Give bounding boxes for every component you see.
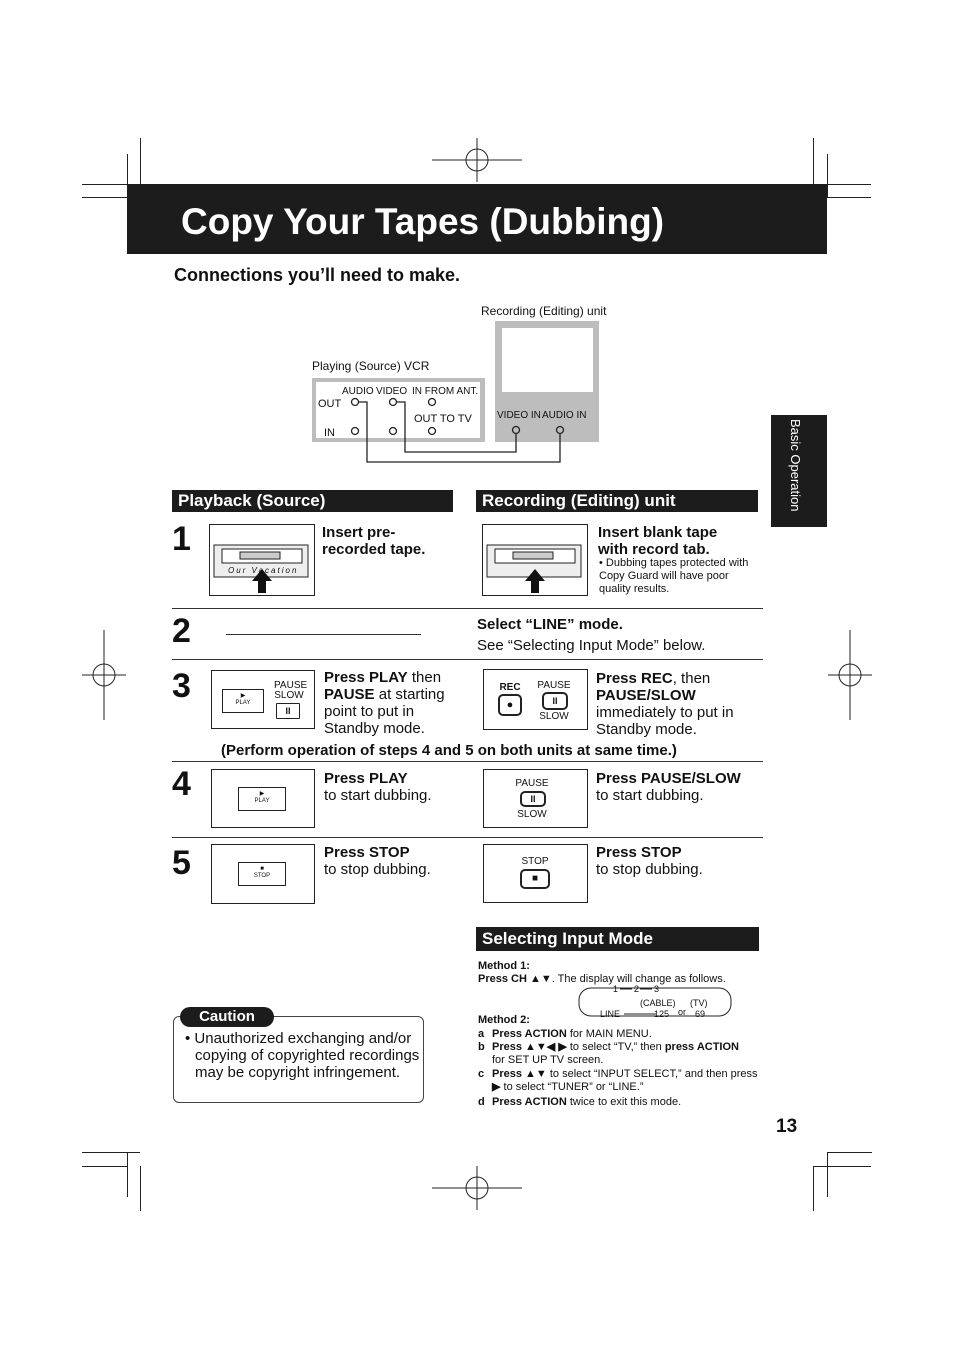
recorder-pause-illustration [483,769,588,828]
rec-label: REC [499,682,521,693]
c-rest1: to select “INPUT SELECT,” and then press [546,1068,758,1080]
pause-button-icon: II [276,703,300,719]
pause-button-icon: II [520,791,546,807]
pause-label: PAUSE [537,680,571,691]
pause-label: PAUSE [515,778,549,789]
step3-note: (Perform operation of steps 4 and 5 on both units at same time.) [221,742,677,759]
a-bold: Press ACTION [492,1028,567,1040]
b-rest2: for SET UP TV screen. [492,1054,604,1066]
divider [172,659,763,660]
stop-label: STOP [521,856,549,867]
step5-left-title: Press STOP [324,844,410,861]
playback-column-header: Playback (Source) [172,490,453,512]
b-bold1: Press ▲▼◀ ▶ [492,1041,567,1053]
slow-label: SLOW [539,711,569,722]
stop-button-icon [238,862,286,886]
step-number: 2 [172,612,191,650]
stop-label: STOP [253,873,271,879]
c-rest2: to select “TUNER” or “LINE.” [500,1081,644,1093]
seq-2: 2 [634,984,640,994]
play-button-icon [238,787,286,811]
step3-left-text2: at starting point to put in Standby mode. [324,686,445,737]
step4-right-text: to start dubbing. [596,787,704,804]
step-number: 4 [172,765,191,803]
slow-label: SLOW [517,809,547,820]
b-bold2: press ACTION [664,1041,739,1053]
input-mode-header: Selecting Input Mode [476,927,759,951]
step1-right-title: Insert blank tape with record tab. [598,524,718,558]
d-bold: Press ACTION [492,1096,567,1108]
pause-label: PAUSE [274,680,308,691]
step-letter: b [478,1041,485,1053]
recording-column-header: Recording (Editing) unit [476,490,758,512]
step1-note-text: Dubbing tapes protected with Copy Guard will have poor quality results. [599,557,749,595]
page-title: Copy Your Tapes (Dubbing) [181,201,665,242]
method2-step-d [492,1096,762,1109]
caution-text: • Unauthorized exchanging and/or copying of copyrighted recordings may be copyright infringement. [185,1030,420,1081]
seq-or: or [678,1007,687,1017]
divider [172,837,763,838]
blank-line [226,634,421,635]
tv-video-in-label: VIDEO IN [497,410,541,421]
step-letter: a [478,1028,485,1040]
remote-stop-illustration [211,844,315,904]
remote-play-illustration [211,769,315,828]
recording-unit-label: Recording (Editing) unit [481,304,607,318]
step4-left-title: Press PLAY [324,770,408,787]
method2-step-b [492,1041,754,1067]
seq-line: LINE [600,1009,621,1019]
step4-left-text: to start dubbing. [324,787,432,804]
divider [172,608,763,609]
step3-left-bold2: PAUSE [324,686,375,703]
seq-69: 69 [695,1009,706,1019]
seq-3: 3 [654,984,660,994]
step2-right-text: See “Selecting Input Mode” below. [477,637,706,654]
vcr-out-label: OUT [318,398,342,410]
step3-left-text1: then [407,669,442,686]
play-symbol: ▶ [259,791,265,797]
seq-tv: (TV) [690,998,708,1008]
recorder-illustration [483,525,587,595]
section-subtitle: Connections you’ll need to make. [174,265,461,285]
tv-audio-in-label: AUDIO IN [542,410,587,421]
slow-label: SLOW [274,690,304,701]
method2-step-a [492,1028,762,1041]
playing-vcr-label: Playing (Source) VCR [312,359,430,373]
vcr-audio-label: AUDIO [342,386,374,397]
right-arrow-icon: ▶ [492,1081,501,1093]
play-label: PLAY [254,798,270,804]
side-tab-label: Basic Operation [788,419,803,512]
vcr-illustration [210,525,314,595]
step2-right-title: Select “LINE” mode. [477,616,623,633]
method2-label: Method 2: [478,1014,530,1026]
step3-right-bold1: Press REC [596,670,673,687]
step3-left-bold1: Press PLAY [324,669,408,686]
a-rest: for MAIN MENU. [566,1028,652,1040]
play-label: PLAY [235,700,251,706]
step3-right-text [596,670,756,738]
seq-1: 1 [613,984,619,994]
step5-right-title: Press STOP [596,844,682,861]
recorder-insert-illustration [482,524,588,596]
divider [172,761,763,762]
method1-bold: Press CH ▲▼ [478,973,552,985]
c-bold: Press ▲▼ [492,1068,547,1080]
b-rest1: to select “TV,” then [566,1041,665,1053]
method2-step-c [492,1068,764,1094]
step-number: 3 [172,667,191,705]
step3-left-text [324,669,464,737]
step4-right-title: Press PAUSE/SLOW [596,770,741,787]
step3-right-text1: , then [672,670,711,687]
step5-right-text: to stop dubbing. [596,861,703,878]
remote-play-pause-illustration [211,670,315,729]
stop-symbol: ■ [260,866,264,872]
caution-label: Caution [180,1007,274,1027]
step-letter: c [478,1068,485,1080]
vcr-out-to-tv-label: OUT TO TV [414,413,472,425]
vcr-video-label: VIDEO [376,386,408,397]
vcr-in-label: IN [324,427,335,439]
step1-right-note: • Dubbing tapes protected with Copy Guard will have poor quality results. [599,557,749,595]
vcr-in-from-ant-label: IN FROM ANT. [412,386,479,397]
step1-left-text: Insert pre-recorded tape. [322,524,426,558]
step-letter: d [478,1096,485,1108]
step3-right-text2: immediately to put in Standby mode. [596,704,734,738]
recorder-rec-pause-illustration [483,669,588,730]
step3-right-bold2: PAUSE/SLOW [596,687,696,704]
method1-label: Method 1: [478,960,530,972]
method1-rest: . The display will change as follows. [551,973,726,985]
step-number: 1 [172,520,191,558]
pause-button-icon: II [542,692,568,710]
rec-button-icon: ● [498,694,522,716]
step5-left-text: to stop dubbing. [324,861,431,878]
play-symbol: ▶ [240,693,246,699]
step-number: 5 [172,844,191,882]
recorder-stop-illustration [483,844,588,903]
play-button-icon [222,689,264,713]
page-number: 13 [776,1116,798,1137]
tape-label: Our Vacation [228,566,299,575]
d-rest: twice to exit this mode. [566,1096,682,1108]
seq-cable: (CABLE) [640,998,676,1008]
vcr-insert-illustration [209,524,315,596]
stop-button-icon: ■ [520,869,550,889]
seq-125: 125 [654,1009,670,1019]
